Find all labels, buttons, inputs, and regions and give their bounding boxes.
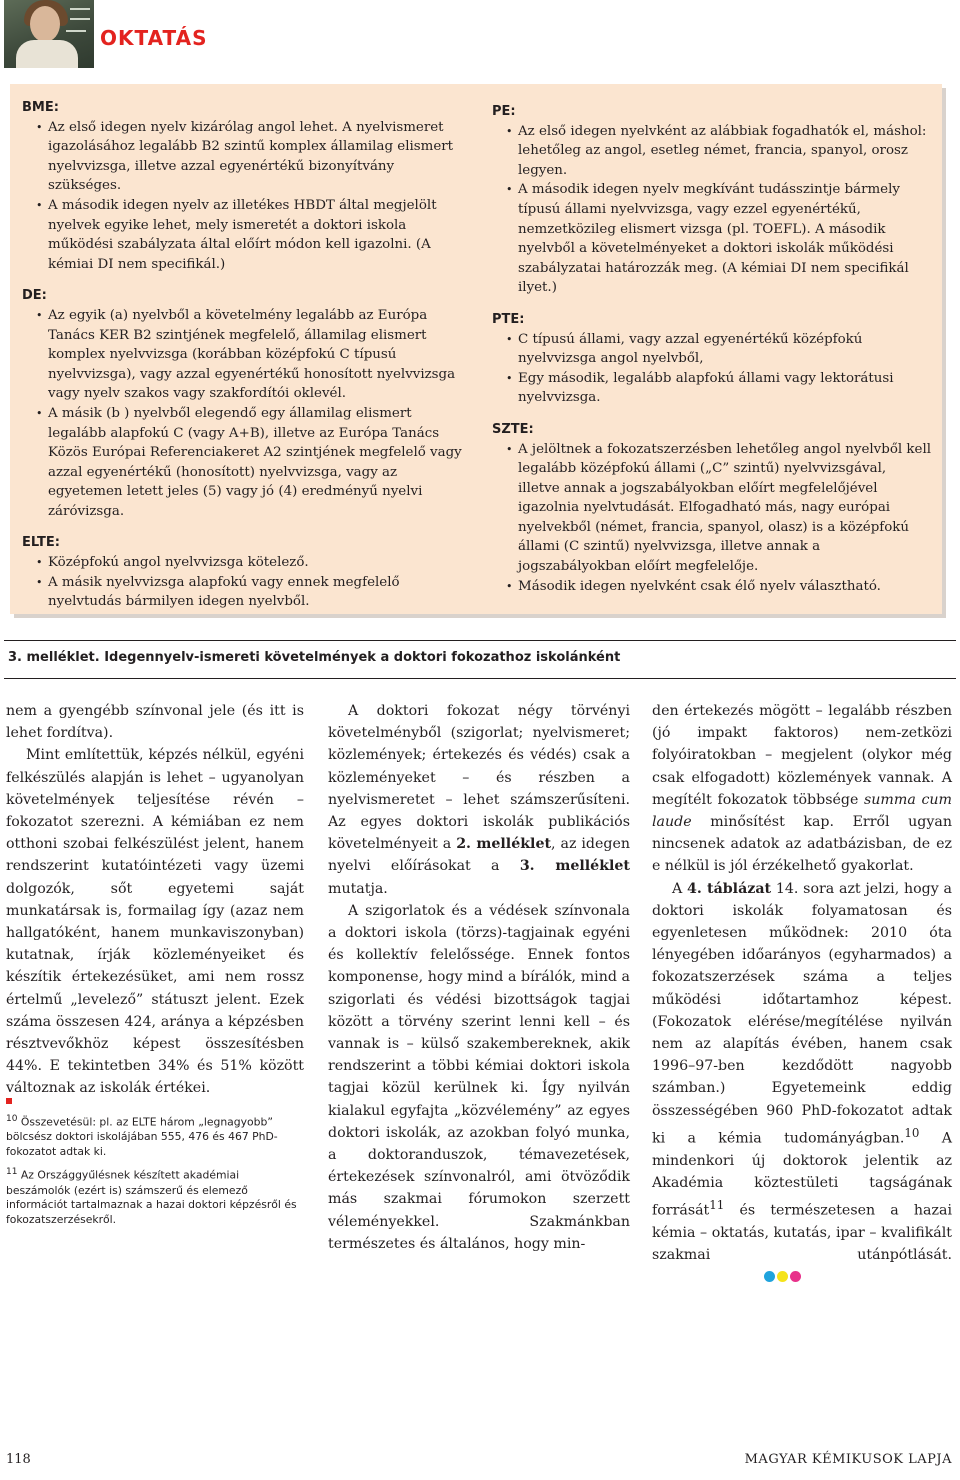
paragraph: nem a gyengébb színvonal jele (és itt is lehet fordítva). (6, 703, 304, 742)
requirement-list (22, 118, 468, 275)
journal-name: MAGYAR KÉMIKUSOK LAPJA (744, 1452, 952, 1467)
paragraph (328, 700, 630, 900)
article-column-2 (328, 700, 630, 1255)
end-of-article-dots (742, 1267, 801, 1289)
text-italic: summa cum laude (652, 791, 952, 831)
reference-bold: 4. táblázat (687, 880, 772, 897)
institution-label: SZTE: (492, 421, 534, 437)
text-run: és természetesen a hazai kémia – oktatás, kutatás, ipar – kvalifikált szakmai utánpótlását. (652, 1202, 952, 1264)
requirement-item: • A másik (b ) nyelvből elegendő egy államilag elismert legalább alapfokú C (vagy A+B), illetve az Európa Tanács Közös Európai Referenciakeret A2 szintjének megfelelő vagy azzal egyenértékű (honosított) nyelvvizsga, vagy az egyetemen letett jeles (5) vagy jó (4) eredményű nyelvi záróvizsga. (22, 404, 468, 522)
text-run: , az idegen nyelvi előírásokat a (328, 836, 630, 875)
institution-label: PTE: (492, 311, 525, 327)
caption-bottom-rule (4, 678, 956, 679)
requirement-list (22, 553, 468, 612)
article-column-3 (652, 700, 952, 1289)
text-run: minősítést kap. Erről ugyan nincsenek adatok az adatbázisban, de ez e nélkül is jól érzékelhető gyakorlat. (652, 814, 952, 875)
header-photo (4, 0, 94, 68)
text-run: A mindenkori új doktorok jelentik az Akadémia köztestületi tagságának forrását (652, 1130, 952, 1219)
institution-label: ELTE: (22, 535, 60, 551)
text-run: A (672, 880, 688, 897)
photo-shirt (16, 40, 78, 68)
requirement-item: • A második idegen nyelv az illetékes HBDT által megjelölt nyelvek egyike lehet, mely ismeretét a doktori iskola működési szabályzata által előírt módon kell igazolni. (A kémiai DI nem specifikál.) (22, 196, 468, 274)
requirement-item: • Az első idegen nyelv kizárólag angol lehet. A nyelvismeret igazolásához legalább B2 szintű komplex államilag elismert nyelvvizsga, illetve azzal egyenértékű bizonyítvány szükséges. (22, 118, 468, 196)
requirement-item: • Az egyik (a) nyelvből a követelmény legalább az Európa Tanács KER B2 szintjének megfelelő, államilag elismert komplex nyelvvizsga (korábban középfokú C típusú nyelvvizsga), vagy azzal egyenértékű honosított nyelvvizsga vagy nyelv szakos vagy szakfordítói oklevél. (22, 306, 468, 404)
text-run: mutatja. (328, 880, 388, 897)
paragraph (652, 878, 952, 1289)
footnote (6, 1165, 304, 1227)
requirement-item: • Az első idegen nyelvként az alábbiak fogadhatók el, máshol: lehetőleg az angol, esetleg német, francia, spanyol, orosz legyen. (492, 122, 932, 181)
footnotes (6, 1112, 304, 1233)
photo-chalkboard-marks (70, 8, 90, 10)
caption-top-rule (4, 640, 956, 641)
footnote-ref: 10 (904, 1125, 920, 1140)
requirement-item: • A másik nyelvvizsga alapfokú vagy ennek megfelelő nyelvtudás bármilyen idegen nyelvből. (22, 573, 468, 612)
requirements-right-column (492, 102, 932, 596)
paragraph: Mint említettük, képzés nélkül, egyéni felkészülés alapján is lehet – ugyanolyan követelmények teljesítése révén – fokozatot szerezni. A kémiában ez nem otthoni szobai felkészülést jelent, hanem rendszerint kutatóintézeti vagy üzemi dolgozók, sőt egyetemi saját munkatársak is, formailag így (azaz nem hallgatóként, hanem munkaviszonyban) kutatnak, írják közleményeiket és készítik értekezésüket, ami nem rossz értelmű „levelező” státuszt jelent. Ezek száma összesen 424, aránya a képzésben résztvevőkhöz képest összesítésben 44%. E tekintetben 34% és 51% között változnak az iskolák értékei. (6, 747, 304, 1097)
page-number: 118 (6, 1452, 31, 1467)
requirement-item: • Második idegen nyelvként csak élő nyelv választható. (492, 577, 932, 597)
requirement-item: • A második idegen nyelv megkívánt tudásszintje bármely típusú állami nyelvvizsga, vagy ezzel egyenértékű, nemzetközileg elismert vizsga (pl. TOEFL). A második nyelvből a követelményeket a doktori iskolák működési szabályzatai határozzák meg. (A kémiai DI nem specifikál ilyet.) (492, 180, 932, 298)
reference-bold: 3. melléklet (519, 858, 630, 875)
requirements-left-column (22, 98, 468, 612)
footnote-marker (6, 1098, 12, 1104)
photo-face (30, 6, 60, 42)
institution-label: PE: (492, 104, 516, 119)
paragraph: A szigorlatok és a védések színvonala a doktori iskola (törzs)-tagjainak egyéni és kollektív felelőssége. Ennek fontos komponense, hogy mind a bírálók, mind a szigorlati és védési bizottságok tagjai között a törvény szerint lenni kell – és vannak is – külső szakembereknek, akik rendszerint a többi kémiai doktori iskola tagjai közül kerülnek ki. Így nyilván kialakul egyfajta „közvélemény” az egyes doktori iskolák, az azokban folyó munka, a doktoranduszok, témavezetések, értekezések színvonalról, ami ötvöződik más szakmai fórumokon szerzett véleményekkel. Szakmánkban természetes és általános, hogy min- (328, 902, 630, 1252)
requirement-item: • A jelöltnek a fokozatszerzésben lehetőleg angol nyelvből kell legalább középfokú állami („C” szintű) nyelvvizsgával, illetve annak a jogszabályokban előírt megfelelőjével igazolnia nyelvtudását. Elfogadható más, nagy európai nyelvekből (német, francia, spanyol, olasz) is a középfokú állami (C szintű) nyelvvizsga, illetve annak a jogszabályokban előírt megfelelője. (492, 440, 932, 577)
footnote-text: Az Országgyűlésnek készített akadémiai beszámolók (ezért is) számszerű és elemező információt tartalmaznak a hazai doktori képzésről és fokozatszerzésekről. (6, 1168, 297, 1226)
section-title: OKTATÁS (100, 26, 208, 50)
institution-label: DE: (22, 288, 47, 304)
institution-label: BME: (22, 100, 59, 115)
footnote-ref: 11 (709, 1198, 725, 1213)
requirement-item: • Középfokú angol nyelvvizsga kötelező. (22, 553, 468, 573)
requirement-list (22, 306, 468, 522)
end-dot (777, 1271, 788, 1282)
footnote-number: 11 (6, 1167, 18, 1178)
requirement-list (492, 440, 932, 597)
footnote (6, 1112, 304, 1159)
paragraph (652, 700, 952, 878)
article-column-1 (6, 700, 304, 1100)
requirement-item: • Egy második, legalább alapfokú állami vagy lektorátusi nyelvvizsga. (492, 369, 932, 408)
requirement-list (492, 122, 932, 298)
figure-caption: 3. melléklet. Idegennyelv-ismereti követelmények a doktori fokozathoz iskolánként (8, 650, 621, 665)
end-dot (790, 1271, 801, 1282)
requirements-box (10, 84, 942, 614)
footnote-number: 10 (6, 1114, 18, 1124)
text-run: A doktori fokozat négy törvényi követelményből (szigorlat; nyelvismeret; közlemények; értekezés és védés) csak a közleményeket – és részben a nyelvismeretet – lehet számszerűsíteni. Az egyes doktori iskolák publikációs követelményeit a (328, 703, 630, 853)
reference-bold: 2. melléklet (456, 836, 552, 853)
text-run: 14. sora azt jelzi, hogy a doktori iskolák folyamatosan és egyenletesen működnek: 2010 óta lényegében időarányos (egyharmados) a fokozatszerzések száma a teljes működési időtartamhoz képest. (Fokozatok elérése/megítélése nyilván nem az alapítás évében, hanem csak 1996–97-ben kezdődött nagyobb számban.) Egyetemeink eddig összességében 960 PhD-fokozatot adtak ki a kémia tudományágban. (652, 880, 952, 1147)
footnote-text: Összevetésül: pl. az ELTE három „legnagyobb” bölcsész doktori iskolájában 555, 476 és 467 PhD-fokozatot adtak ki. (6, 1115, 278, 1158)
requirement-list (492, 330, 932, 408)
text-run: den értekezés mögött – legalább részben (jó impakt faktoros) nem-zetközi folyóiratokban – megjelent (olykor még csak elfogadott) közlemények vannak. A megítélt fokozatok többsége (652, 703, 952, 808)
end-dot (764, 1271, 775, 1282)
requirement-item: • C típusú állami, vagy azzal egyenértékű középfokú nyelvvizsga angol nyelvből, (492, 330, 932, 369)
